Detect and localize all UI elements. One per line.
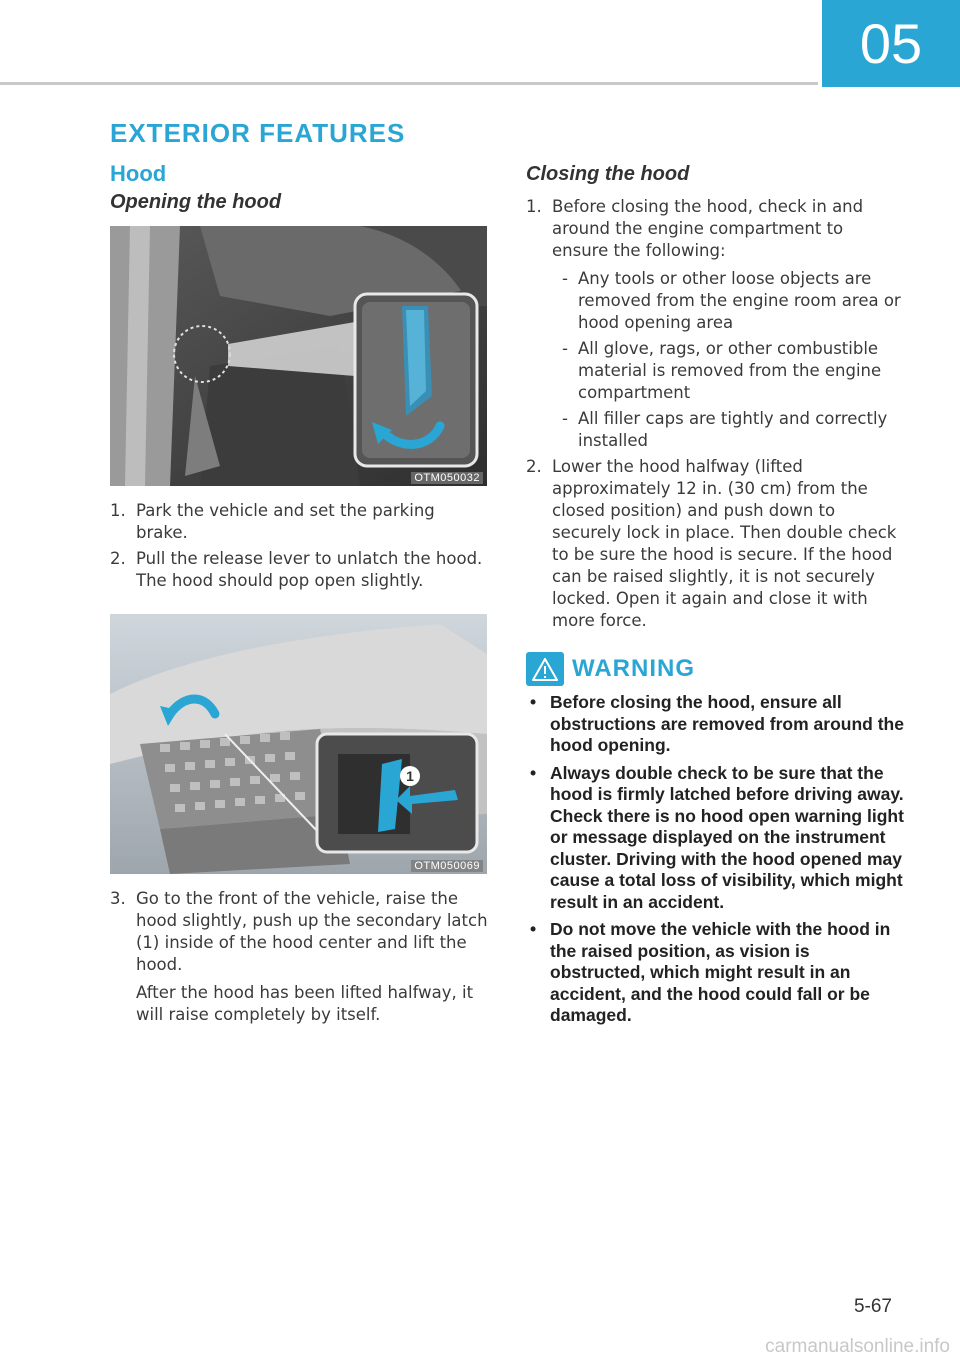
dash-mark: - [562,269,568,288]
section-title: EXTERIOR FEATURES [110,118,406,148]
step-item [110,888,490,1026]
check-list [552,268,904,452]
figure-code: OTM050069 [411,860,483,872]
warning-list [526,692,904,1027]
opening-hood-heading: Opening the hood [110,191,282,213]
bullet: • [530,919,537,939]
step-number: 2. [526,457,542,476]
step-text: Before closing the hood, check in and around the engine compartment to ensure the following: [552,197,864,260]
secondary-latch-illustration [110,614,487,874]
step-text: Go to the front of the vehicle, raise the hood slightly, push up the secondary latch (1) inside of the hood center and lift the hood. [136,889,488,974]
header-rule [0,82,818,85]
step-text: Lower the hood halfway (lifted approximately 12 in. (30 cm) from the closed position) and push down to securely lock in place. Then double check to be sure the hood is secure. If the hood can be raised slightly, it is not securely locked. Open it again and close it with more force. [552,457,897,630]
warning-text: Do not move the vehicle with the hood in the raised position, as vision is obstructed, which might result in an accident, and the hood could fall or be damaged. [550,919,891,1025]
warning-header [526,652,904,686]
check-text: All filler caps are tightly and correctly installed [578,409,888,450]
warning-item [526,919,904,1027]
bullet: • [530,692,537,712]
step-item [110,548,490,592]
check-text: All glove, rags, or other combustible material is removed from the engine compartment [578,339,882,402]
right-column [526,160,904,1033]
step-item [526,196,904,452]
step-number: 1. [110,501,126,520]
figure-secondary-latch [110,614,487,874]
step-item [526,456,904,632]
check-item [552,408,904,452]
step-text: Pull the release lever to unlatch the hood. The hood should pop open slightly. [136,549,483,590]
step-number: 2. [110,549,126,568]
latch-callout-number: 1 [406,768,414,784]
opening-steps-continued [110,888,490,1026]
warning-triangle-icon [526,652,564,686]
hood-heading: Hood [110,161,167,186]
page-number: 5-67 [853,1296,892,1317]
check-text: Any tools or other loose objects are removed from the engine room area or hood opening area [578,269,901,332]
opening-steps [110,500,490,592]
watermark: carmanualsonline.info [765,1336,950,1357]
warning-title: WARNING [572,655,695,682]
left-column [110,160,490,1030]
figure-release-lever [110,226,487,486]
check-item [552,338,904,404]
check-item [552,268,904,334]
figure-code: OTM050032 [411,472,483,484]
warning-text: Before closing the hood, ensure all obstructions are removed from around the hood opening. [550,692,904,755]
step-text: Park the vehicle and set the parking brake. [136,501,435,542]
step-note: After the hood has been lifted halfway, it will raise completely by itself. [136,983,474,1024]
chapter-tab: 05 [822,0,960,87]
step-number: 3. [110,889,126,908]
dash-mark: - [562,339,568,358]
warning-item [526,692,904,757]
bullet: • [530,762,537,783]
step-item [110,500,490,544]
closing-steps [526,196,904,632]
release-lever-illustration [110,226,487,486]
dash-mark: - [562,409,568,428]
step-number: 1. [526,197,542,216]
warning-item [526,763,904,914]
warning-text: Always double check to be sure that the hood is firmly latched before driving away. Check there is no hood open warning light or message displayed on the instrument cluster. Driving with the hood opened may cause a total loss of visibility, which might result in an accident. [550,762,904,912]
closing-hood-heading: Closing the hood [526,163,690,185]
